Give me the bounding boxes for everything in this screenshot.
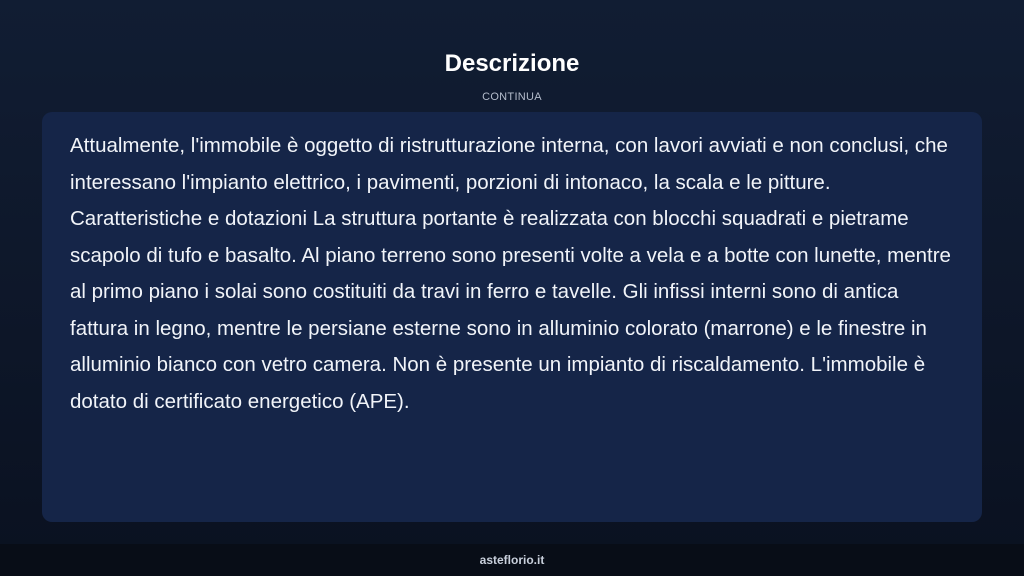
footer-brand: asteflorio.it — [479, 553, 545, 567]
description-text: Attualmente, l'immobile è oggetto di ristrutturazione interna, con lavori avviati e non conclusi, che interessano l'impianto elettrico, i pavimenti, porzioni di intonaco, la scala e le pitture. Caratteristiche e dotazioni La struttura portante è realizzata con blocchi squadrati e pietrame scapolo di tufo e basalto. Al piano terreno sono presenti volte a vela e a botte con lunette, mentre al primo piano i solai sono costituiti da travi in ferro e tavelle. Gli infissi interni sono di antica fattura in legno, mentre le persiane esterne sono in alluminio colorato (marrone) e le finestre in alluminio bianco con vetro camera. Non è presente un impianto di riscaldamento. L'immobile è dotato di certificato energetico (APE). — [70, 134, 951, 413]
footer-bar — [0, 544, 1024, 576]
page-title: Descrizione — [444, 50, 580, 77]
page-header — [0, 48, 1024, 104]
continue-label: CONTINUA — [482, 91, 542, 103]
description-card — [42, 112, 982, 522]
